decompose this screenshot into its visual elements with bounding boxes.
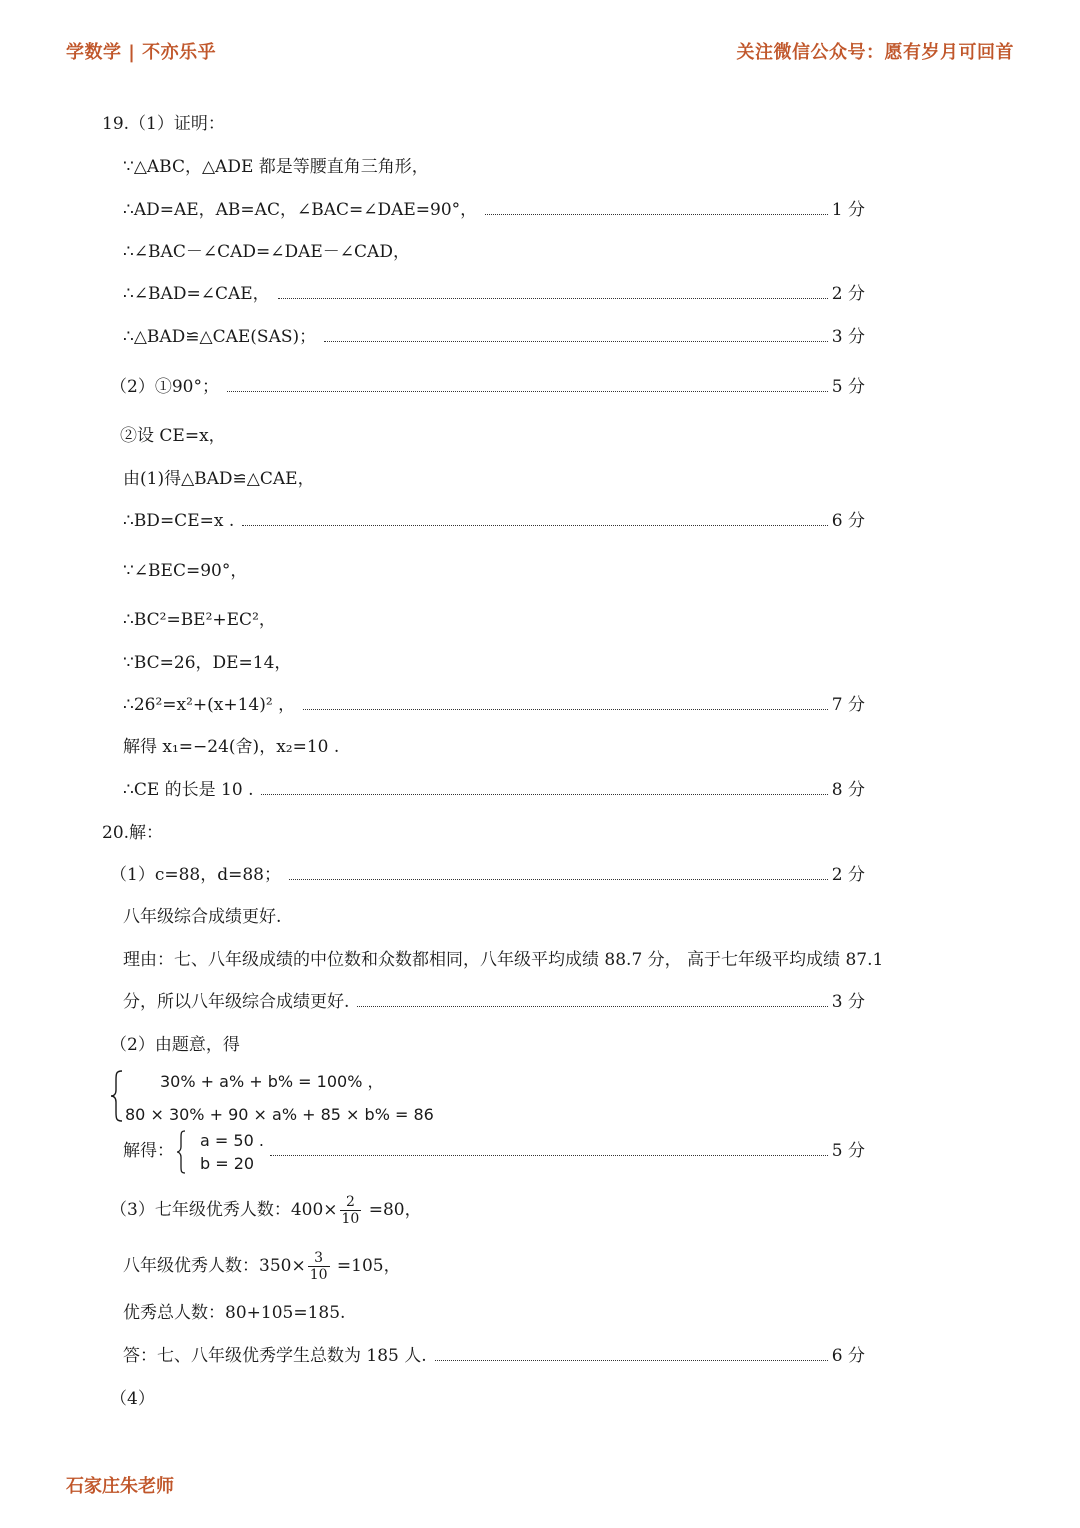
q20-line6-row — [123, 1345, 865, 1367]
q19-line2-score: 1 分 — [831, 200, 865, 220]
q19-line4: ∴∠BAD=∠CAE， — [123, 284, 270, 304]
q20-part1-row — [110, 864, 865, 886]
q20-solution-label: 解得： — [123, 1141, 174, 1161]
header-left-title: 学数学 | 不亦乐乎 — [66, 42, 217, 63]
q20-line4-prefix: 八年级优秀人数：350× — [123, 1256, 306, 1276]
q20-line4-suffix: =105， — [331, 1256, 401, 1276]
q20-part2: （2）由题意，得 — [110, 1035, 240, 1055]
dot-leader — [485, 213, 828, 215]
dot-leader — [261, 793, 827, 795]
dot-leader — [357, 1005, 827, 1007]
dot-leader — [324, 340, 828, 342]
q19-line1: ∵△ABC，△ADE 都是等腰直角三角形， — [123, 157, 429, 177]
dot-leader — [278, 297, 828, 299]
q20-line6: 答：七、八年级优秀学生总数为 185 人. — [123, 1346, 427, 1366]
q20-part4: （4） — [110, 1389, 155, 1409]
q19-line12-row — [123, 694, 865, 716]
q19-line12: ∴26²=x²+(x+14)² ， — [123, 695, 296, 715]
q20-part1: （1）c=88，d=88； — [110, 865, 281, 885]
dot-leader — [242, 524, 828, 526]
q20-line3: 分，所以八年级综合成绩更好. — [123, 992, 350, 1012]
q19-line3: ∴∠BAC－∠CAD=∠DAE－∠CAD， — [123, 242, 410, 262]
q19-line9: ∵∠BEC=90°， — [123, 561, 248, 581]
q19-line11: ∵BC=26，DE=14， — [123, 653, 292, 673]
q19-line5-row — [123, 326, 865, 348]
fraction-numerator: 2 — [340, 1194, 362, 1211]
q20-part3-row — [110, 1190, 422, 1230]
fraction-numerator: 3 — [308, 1250, 330, 1267]
q20-line3-row — [123, 991, 865, 1013]
left-brace-icon — [110, 1070, 124, 1122]
q20-solution-score-row — [270, 1140, 865, 1162]
footer-author: 石家庄朱老师 — [66, 1476, 174, 1497]
q19-line2: ∴AD=AE，AB=AC，∠BAC=∠DAE=90°， — [123, 200, 478, 220]
header-right-wechat: 关注微信公众号：愿有岁月可回首 — [736, 42, 1014, 63]
q19-part2-row — [110, 376, 865, 398]
q20-line5: 优秀总人数：80+105=185. — [123, 1303, 346, 1323]
q19-line13: 解得 x₁=−24(舍)，x₂=10 . — [123, 737, 340, 757]
q19-line12-score: 7 分 — [831, 695, 865, 715]
q20-equation2: 80 × 30% + 90 × a% + 85 × b% = 86 — [125, 1105, 434, 1124]
q19-line6: ②设 CE=x， — [120, 426, 226, 446]
dot-leader — [227, 390, 828, 392]
dot-leader — [303, 708, 828, 710]
q19-line2-row — [123, 199, 865, 221]
q19-line8-row — [123, 510, 865, 532]
q19-line10: ∴BC²=BE²+EC²， — [123, 610, 276, 630]
q19-line14: ∴CE 的长是 10 . — [123, 780, 254, 800]
fraction-denominator: 10 — [341, 1211, 360, 1227]
left-brace-icon — [176, 1130, 186, 1174]
q20-line3-score: 3 分 — [831, 992, 865, 1012]
q20-solution-a: a = 50 . — [200, 1131, 264, 1150]
q20-part3-prefix: （3）七年级优秀人数：400× — [110, 1200, 338, 1220]
q20-part3-suffix: =80， — [363, 1200, 422, 1220]
q19-line4-row — [123, 283, 865, 305]
q19-part2-score: 5 分 — [831, 377, 865, 397]
q19-line7: 由(1)得△BAD≌△CAE， — [123, 469, 315, 489]
dot-leader — [435, 1359, 828, 1361]
q19-line5-score: 3 分 — [831, 327, 865, 347]
q19-line5: ∴△BAD≌△CAE(SAS)； — [123, 327, 317, 347]
q20-line4-row — [123, 1246, 401, 1286]
q20-solution-score: 5 分 — [831, 1141, 865, 1161]
q19-title: 19.（1）证明： — [102, 114, 225, 134]
q19-line8: ∴BD=CE=x . — [123, 511, 235, 531]
q19-line14-score: 8 分 — [831, 780, 865, 800]
q20-line1: 八年级综合成绩更好. — [123, 907, 282, 927]
fraction — [340, 1194, 362, 1227]
q20-line6-score: 6 分 — [831, 1346, 865, 1366]
q20-title: 20.解： — [102, 823, 164, 843]
q20-equation1: 30% + a% + b% = 100% ， — [160, 1072, 384, 1091]
dot-leader — [289, 878, 828, 880]
q19-line14-row — [123, 779, 865, 801]
q20-solution-b: b = 20 — [200, 1154, 255, 1173]
fraction — [308, 1250, 330, 1283]
q19-part2: （2）①90°； — [110, 377, 219, 397]
q19-line4-score: 2 分 — [831, 284, 865, 304]
q20-line2: 理由：七、八年级成绩的中位数和众数都相同，八年级平均成绩 88.7 分， 高于七年级平均成绩 87.1 — [123, 950, 884, 970]
q20-part1-score: 2 分 — [831, 865, 865, 885]
dot-leader — [270, 1154, 828, 1156]
q19-line8-score: 6 分 — [831, 511, 865, 531]
fraction-denominator: 10 — [309, 1267, 328, 1283]
